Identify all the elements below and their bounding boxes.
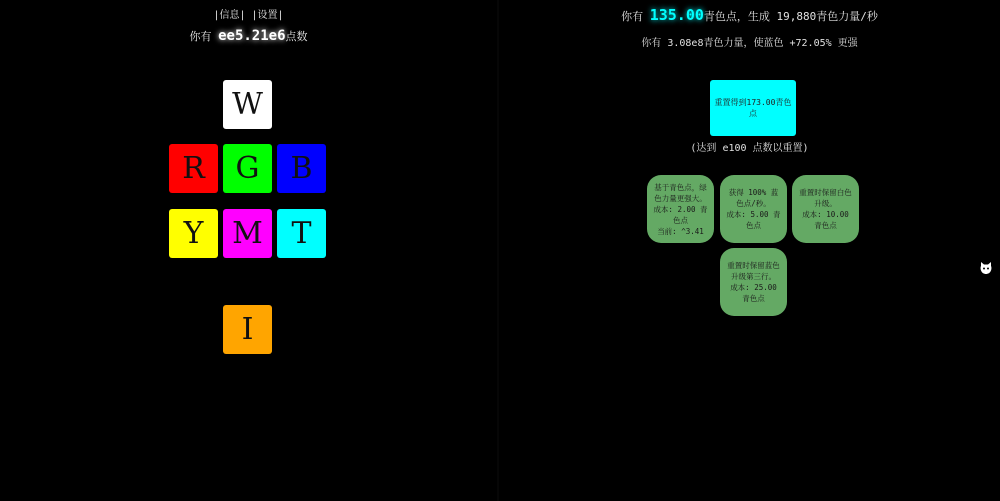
cyan-points-display — [499, 6, 1000, 24]
layer-node-white[interactable] — [223, 80, 272, 129]
layer-label-m: M — [232, 216, 263, 251]
points-suffix: 点数 — [285, 30, 308, 43]
upgrade-current: 当前: ^3.41 — [657, 226, 704, 236]
power-boost: +72.05% — [789, 38, 832, 49]
layer-node-orange[interactable] — [223, 305, 272, 354]
power-value: 3.08e8 — [667, 38, 704, 49]
reset-requirement: (达到 e100 点数以重置) — [690, 143, 809, 154]
upgrade-cost: 成本: 10.00 青色点 — [802, 210, 849, 230]
layer-label-y: Y — [183, 216, 204, 251]
upgrade-blue-generation[interactable] — [720, 175, 787, 243]
github-cat-icon[interactable] — [978, 261, 994, 277]
upgrade-desc: 重置时保留白色升级。 — [799, 188, 852, 208]
upgrade-cost: 成本: 5.00 青色点 — [726, 210, 781, 230]
cyan-reset-button[interactable] — [710, 80, 796, 136]
layer-node-magenta[interactable] — [223, 209, 272, 258]
cyan-layer-panel — [499, 0, 1000, 501]
cyan-power-display — [499, 34, 1000, 49]
layer-node-blue[interactable] — [277, 144, 326, 193]
tree-panel — [0, 0, 497, 501]
upgrade-keep-white[interactable] — [792, 175, 859, 243]
settings-tab[interactable]: 设置 — [257, 10, 278, 21]
power-boost-suffix: 更强 — [837, 38, 858, 49]
layer-label-w: W — [232, 87, 263, 122]
cyan-rate-suffix: 青色力量/秒 — [816, 10, 878, 23]
points-value: ee5.21e6 — [218, 28, 286, 44]
cyan-amount: 135.00 — [649, 6, 704, 24]
upgrade-cost: 成本: 2.00 青色点 — [653, 204, 708, 225]
cyan-prefix: 你有 — [621, 10, 644, 23]
upgrade-desc: 获得 100% 蓝色点/秒。 — [728, 188, 779, 208]
layer-label-b: B — [290, 151, 313, 186]
layer-node-yellow[interactable] — [169, 209, 218, 258]
upgrade-desc: 重置时保留蓝色升级第三行。 — [727, 261, 780, 281]
layer-node-red[interactable] — [169, 144, 218, 193]
layer-label-t: T — [291, 216, 312, 251]
cyan-unit: 青色点，生成 — [703, 10, 770, 23]
upgrade-keep-blue-row3[interactable] — [720, 248, 787, 316]
layer-node-teal[interactable] — [277, 209, 326, 258]
upgrade-cost: 成本: 25.00 青色点 — [730, 283, 777, 303]
reset-label: 重置得到173.00青色点 — [714, 98, 792, 118]
layer-label-r: R — [182, 151, 205, 186]
layer-label-g: G — [235, 151, 260, 186]
layer-label-i: I — [241, 312, 254, 347]
top-nav: |信息| |设置| — [213, 10, 284, 21]
points-display — [0, 28, 497, 44]
upgrade-desc: 基于青色点，绿色力量更强大。 — [654, 182, 707, 203]
cyan-rate: 19,880 — [776, 10, 817, 23]
power-unit: 青色力量，使蓝色 — [703, 38, 784, 49]
info-tab[interactable]: 信息 — [219, 10, 240, 21]
points-prefix: 你有 — [189, 30, 212, 43]
layer-node-green[interactable] — [223, 144, 272, 193]
upgrade-green-power[interactable] — [647, 175, 714, 243]
power-prefix: 你有 — [641, 38, 662, 49]
